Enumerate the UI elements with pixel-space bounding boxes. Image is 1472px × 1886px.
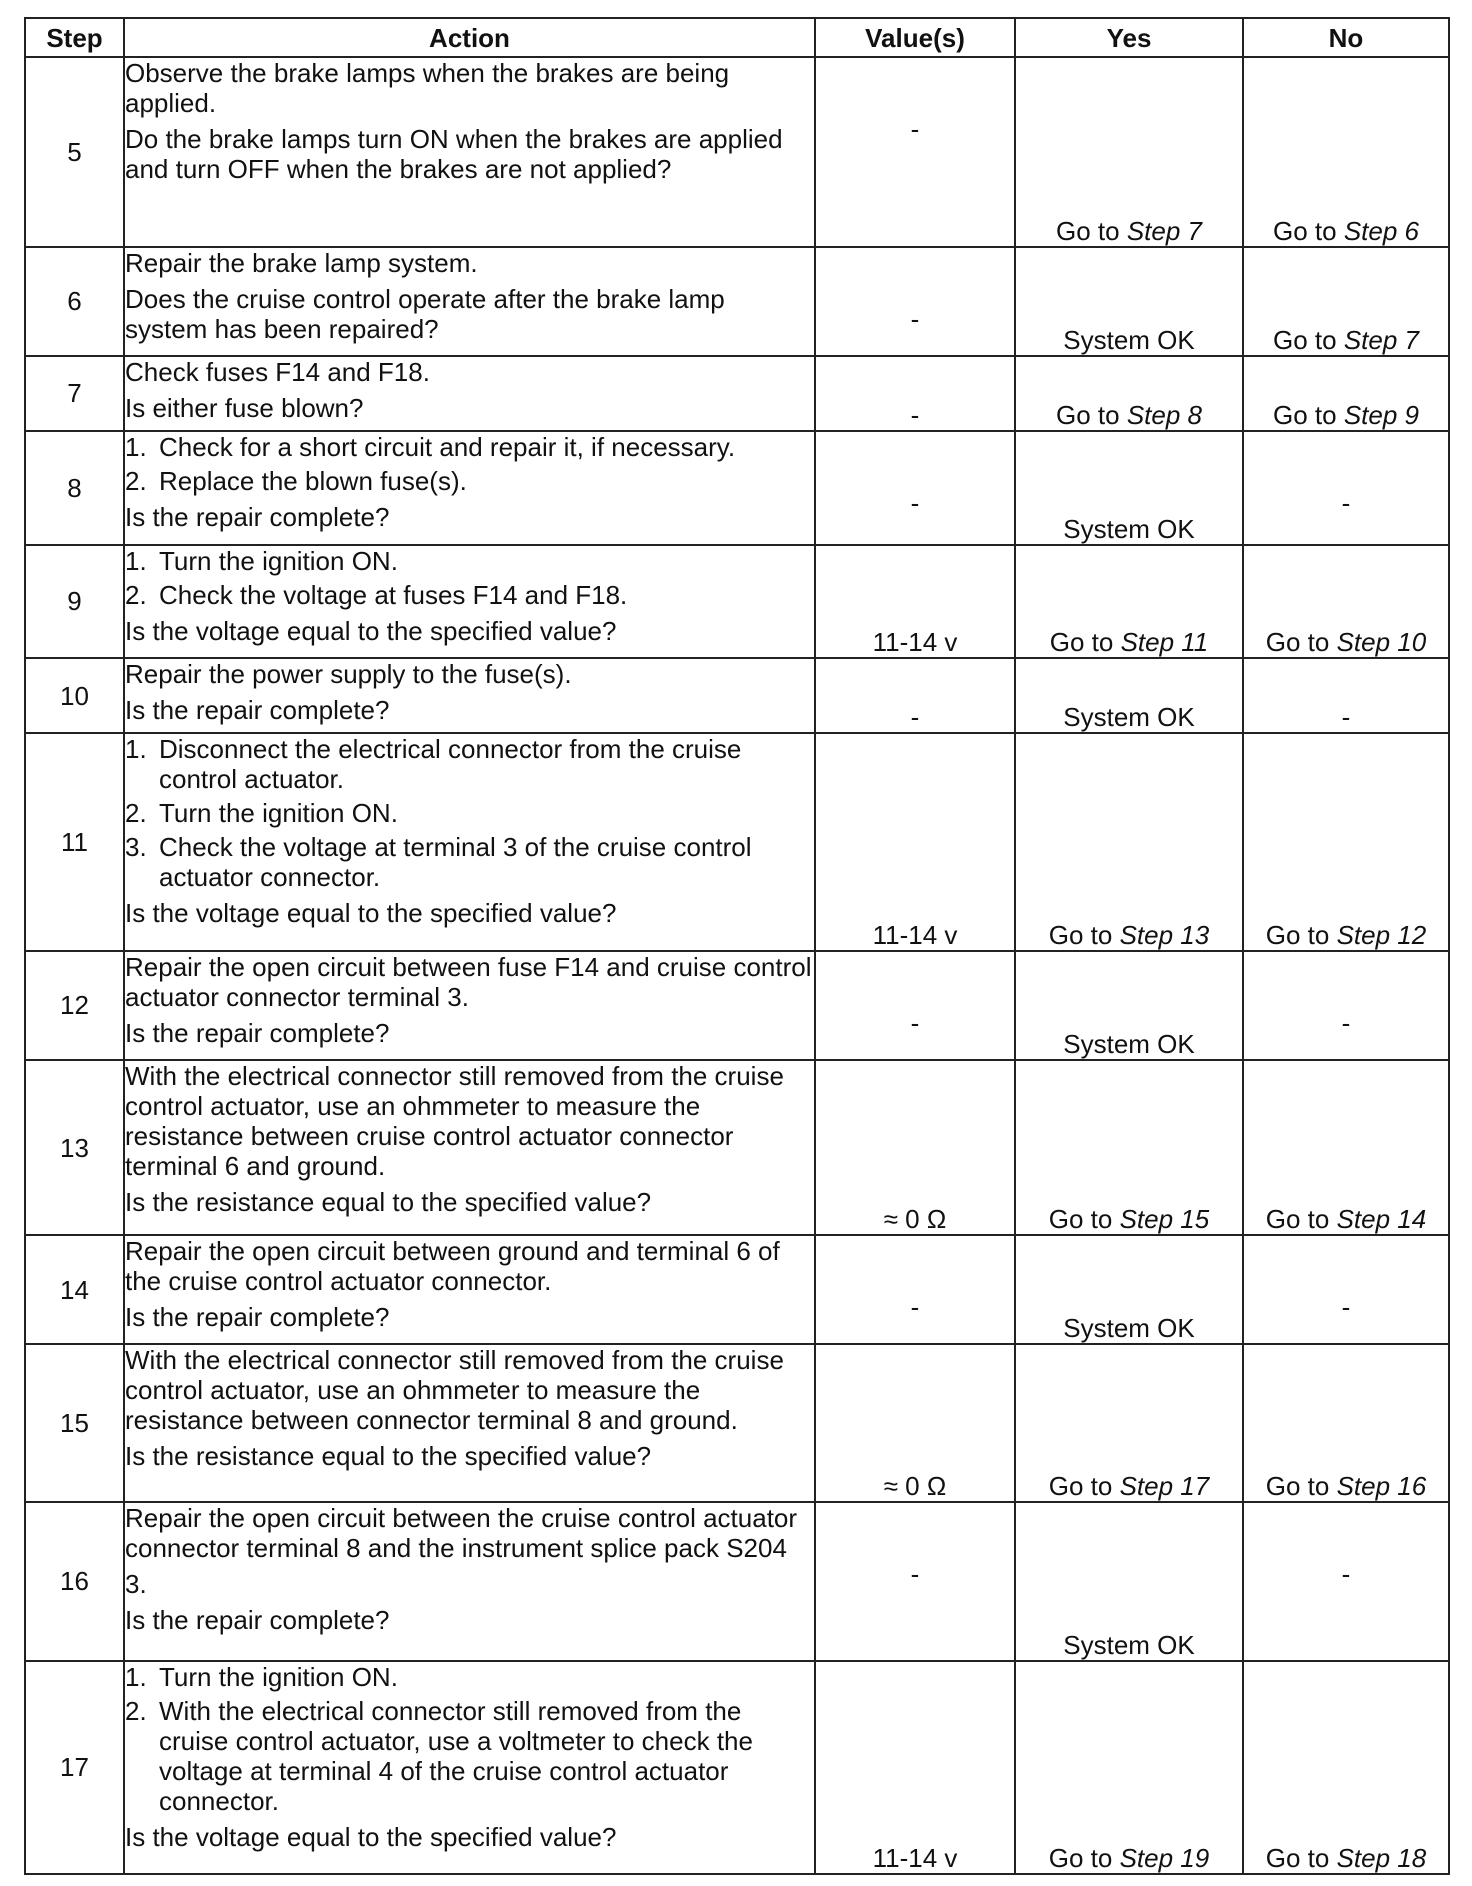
action-question: Is the repair complete? (125, 502, 390, 533)
value-cell: - (815, 247, 1015, 356)
action-list-item (125, 832, 814, 892)
no-result (1243, 247, 1449, 356)
list-text: Replace the blown fuse(s). (159, 466, 467, 497)
table-row (25, 1235, 1449, 1344)
header-step: Step (25, 18, 124, 57)
list-text: Check for a short circuit and repair it, if necessary. (159, 432, 736, 463)
action-list-item (125, 798, 814, 828)
action-question: Does the cruise control operate after the brake lamp system has been repaired? (125, 283, 725, 344)
table-row (25, 356, 1449, 432)
yes-result (1015, 356, 1243, 432)
table-row (25, 57, 1449, 247)
go-to-label: Go to (1265, 626, 1330, 657)
list-text: Turn the ignition ON. (159, 545, 398, 576)
step-reference: Step 6 (1343, 215, 1419, 246)
list-number: 2. (125, 798, 147, 829)
yes-result (1015, 545, 1243, 658)
header-row (25, 18, 1449, 57)
diagnostic-table (24, 17, 1450, 1875)
action-cell (124, 1235, 815, 1344)
go-to-label: Go to (1265, 920, 1330, 950)
no-result: - (1243, 658, 1449, 734)
header-yes: Yes (1015, 18, 1243, 57)
action-cell (124, 1060, 815, 1235)
action-text: Observe the brake lamps when the brakes are being applied. (125, 58, 730, 118)
go-to-label: Go to (1265, 1843, 1330, 1873)
no-result: - (1243, 1502, 1449, 1661)
step-number: 13 (25, 1060, 124, 1235)
value-cell: - (815, 57, 1015, 247)
step-number: 10 (25, 658, 124, 734)
yes-result (1015, 733, 1243, 951)
go-to-label: Go to (1048, 1843, 1113, 1873)
step-reference: Step 18 (1336, 1843, 1427, 1873)
action-cell (124, 951, 815, 1060)
step-reference: Step 8 (1126, 400, 1202, 431)
yes-result (1015, 57, 1243, 247)
action-cell (124, 733, 815, 951)
step-reference: Step 16 (1336, 1470, 1427, 1501)
table-row (25, 431, 1449, 544)
list-number: 2. (125, 466, 147, 497)
action-text: Repair the open circuit between the cruise control actuator connector terminal 8 and the instrument splice pack S204 (125, 1502, 798, 1563)
action-question: Is the voltage equal to the specified value? (125, 615, 617, 646)
action-text: Repair the power supply to the fuse(s). (125, 658, 572, 689)
step-reference: Step 14 (1336, 1204, 1427, 1235)
action-list-item (125, 1662, 814, 1692)
action-question: Is the resistance equal to the specified value? (125, 1441, 652, 1472)
action-question: Is the repair complete? (125, 1018, 390, 1048)
step-reference: Step 15 (1119, 1204, 1210, 1235)
no-result: - (1243, 431, 1449, 544)
list-text: Turn the ignition ON. (159, 798, 398, 829)
action-text: Repair the open circuit between ground and terminal 6 of the cruise control actuator connector. (125, 1236, 780, 1297)
no-result (1243, 1344, 1449, 1502)
go-to-label: Go to (1265, 1204, 1330, 1235)
go-to-label: Go to (1049, 626, 1114, 657)
action-text: Repair the brake lamp system. (125, 247, 478, 278)
step-number: 12 (25, 951, 124, 1060)
value-cell: 11-14 v (815, 1661, 1015, 1874)
action-question: Is the voltage equal to the specified value? (125, 898, 617, 929)
no-result: - (1243, 1235, 1449, 1344)
action-list-item (125, 466, 814, 496)
value-cell: - (815, 1235, 1015, 1344)
list-number: 1. (125, 1661, 147, 1692)
step-reference: Step 7 (1126, 215, 1202, 246)
action-question: Do the brake lamps turn ON when the brakes are applied and turn OFF when the brakes are not applied? (125, 124, 783, 184)
list-number: 1. (125, 734, 147, 765)
step-reference: Step 9 (1343, 400, 1419, 431)
value-cell: - (815, 431, 1015, 544)
yes-result: System OK (1015, 247, 1243, 356)
action-question: Is the resistance equal to the specified value? (125, 1186, 652, 1217)
action-question: Is the repair complete? (125, 694, 390, 725)
value-cell: ≈ 0 Ω (815, 1344, 1015, 1502)
list-number: 2. (125, 1695, 147, 1726)
value-cell: - (815, 658, 1015, 734)
action-question: Is the repair complete? (125, 1604, 390, 1635)
step-number: 7 (25, 356, 124, 432)
step-number: 15 (25, 1344, 124, 1502)
list-number: 1. (125, 432, 147, 463)
table-row (25, 733, 1449, 951)
action-question: Is either fuse blown? (125, 392, 364, 423)
table-row (25, 951, 1449, 1060)
action-list-item (125, 546, 814, 576)
no-result: - (1243, 951, 1449, 1060)
value-cell: ≈ 0 Ω (815, 1060, 1015, 1235)
list-number: 2. (125, 579, 147, 610)
list-text: Check the voltage at terminal 3 of the cruise control actuator connector. (159, 832, 752, 893)
step-number: 16 (25, 1502, 124, 1661)
value-cell: 11-14 v (815, 733, 1015, 951)
action-cell (124, 356, 815, 432)
go-to-label: Go to (1273, 215, 1337, 246)
go-to-label: Go to (1048, 920, 1113, 950)
no-result (1243, 356, 1449, 432)
action-list-item (125, 1696, 814, 1816)
table-row (25, 247, 1449, 356)
yes-result (1015, 1661, 1243, 1874)
step-number: 6 (25, 247, 124, 356)
table-row (25, 1661, 1449, 1874)
yes-result: System OK (1015, 951, 1243, 1060)
value-cell: - (815, 356, 1015, 432)
action-cell (124, 1344, 815, 1502)
action-text: Check fuses F14 and F18. (125, 356, 430, 387)
go-to-label: Go to (1056, 400, 1120, 431)
action-text: Repair the open circuit between fuse F14 and cruise control actuator connector terminal 3. (125, 952, 812, 1012)
step-reference: Step 13 (1119, 920, 1210, 950)
action-cell (124, 1502, 815, 1661)
step-reference: Step 7 (1343, 324, 1419, 355)
yes-result (1015, 1344, 1243, 1502)
step-reference: Step 11 (1120, 626, 1209, 657)
list-text: Check the voltage at fuses F14 and F18. (159, 579, 628, 610)
action-cell (124, 57, 815, 247)
list-text: Disconnect the electrical connector from the cruise control actuator. (159, 734, 742, 795)
no-result (1243, 57, 1449, 247)
table-row (25, 1060, 1449, 1235)
header-values: Value(s) (815, 18, 1015, 57)
value-cell: - (815, 951, 1015, 1060)
list-number: 1. (125, 545, 147, 576)
step-reference: Step 12 (1336, 920, 1427, 950)
action-text: 3. (125, 1568, 147, 1599)
step-number: 5 (25, 57, 124, 247)
table-row (25, 545, 1449, 658)
action-list-item (125, 580, 814, 610)
go-to-label: Go to (1273, 400, 1337, 431)
yes-result: System OK (1015, 1235, 1243, 1344)
no-result (1243, 545, 1449, 658)
action-question: Is the repair complete? (125, 1302, 390, 1333)
no-result (1243, 1661, 1449, 1874)
list-text: Turn the ignition ON. (159, 1661, 398, 1692)
action-text: With the electrical connector still removed from the cruise control actuator, use an ohmmeter to measure the resistance between connector terminal 8 and ground. (125, 1345, 784, 1436)
action-list-item (125, 432, 814, 462)
go-to-label: Go to (1273, 324, 1337, 355)
table-row (25, 1502, 1449, 1661)
list-number: 3. (125, 832, 147, 863)
table-row (25, 1344, 1449, 1502)
go-to-label: Go to (1265, 1470, 1330, 1501)
step-number: 14 (25, 1235, 124, 1344)
yes-result: System OK (1015, 1502, 1243, 1661)
action-cell (124, 658, 815, 734)
go-to-label: Go to (1048, 1470, 1113, 1501)
table-row (25, 658, 1449, 734)
step-number: 17 (25, 1661, 124, 1874)
action-list-item (125, 734, 814, 794)
yes-result: System OK (1015, 658, 1243, 734)
no-result (1243, 1060, 1449, 1235)
action-question: Is the voltage equal to the specified value? (125, 1821, 617, 1852)
value-cell: 11-14 v (815, 545, 1015, 658)
action-text: With the electrical connector still removed from the cruise control actuator, use an ohmmeter to measure the resistance between cruise control actuator connector terminal 6 and ground. (125, 1060, 784, 1181)
list-text: With the electrical connector still removed from the cruise control actuator, use a voltmeter to check the voltage at terminal 4 of the cruise control actuator connector. (159, 1695, 753, 1816)
yes-result (1015, 1060, 1243, 1235)
step-reference: Step 19 (1119, 1843, 1210, 1873)
step-reference: Step 17 (1119, 1470, 1210, 1501)
go-to-label: Go to (1048, 1204, 1113, 1235)
go-to-label: Go to (1056, 215, 1120, 246)
yes-result: System OK (1015, 431, 1243, 544)
step-number: 8 (25, 431, 124, 544)
action-cell (124, 247, 815, 356)
header-action: Action (124, 18, 815, 57)
value-cell: - (815, 1502, 1015, 1661)
action-cell (124, 545, 815, 658)
action-cell (124, 431, 815, 544)
action-cell (124, 1661, 815, 1874)
step-reference: Step 10 (1336, 626, 1427, 657)
no-result (1243, 733, 1449, 951)
step-number: 11 (25, 733, 124, 951)
header-no: No (1243, 18, 1449, 57)
step-number: 9 (25, 545, 124, 658)
